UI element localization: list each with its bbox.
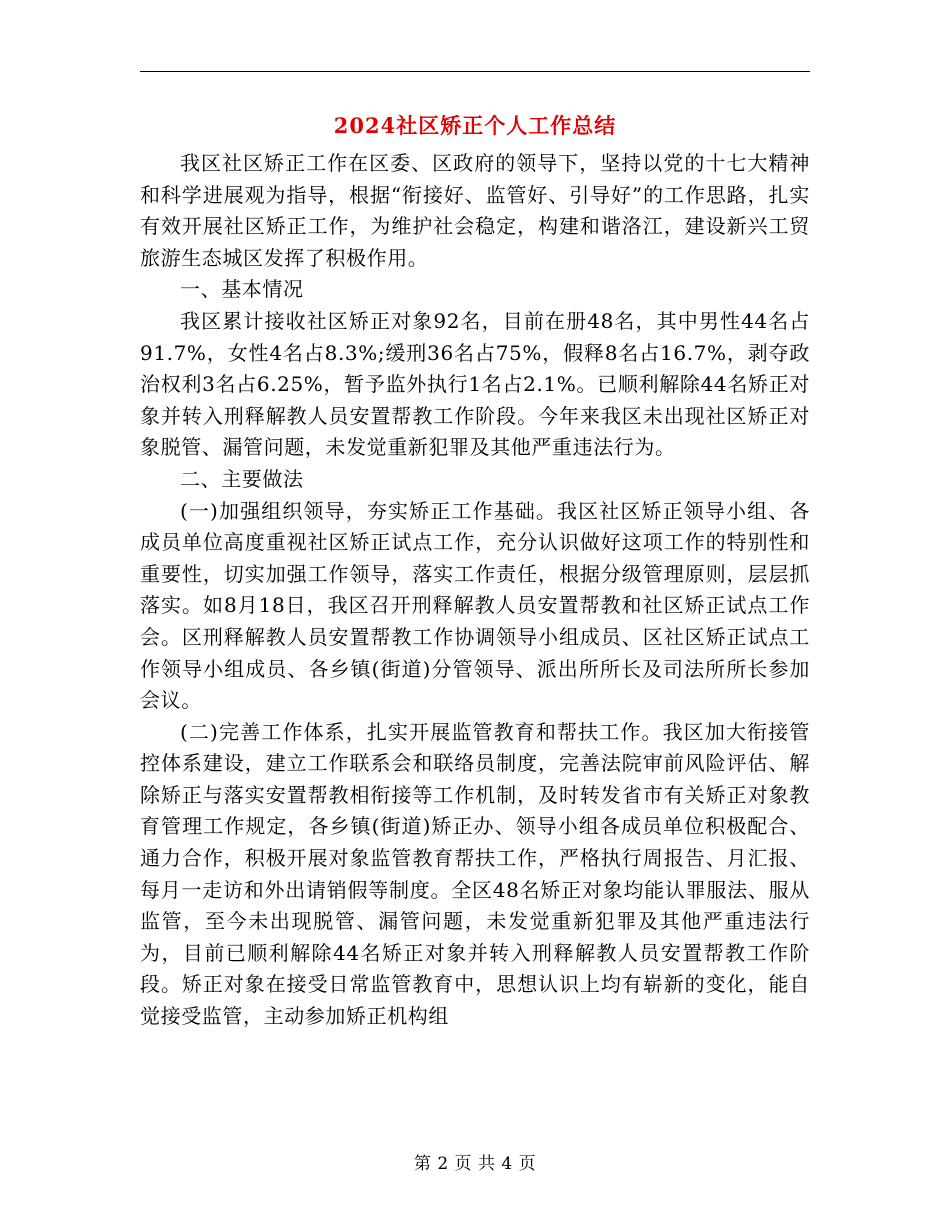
section-heading-main-practices: 二、主要做法 bbox=[180, 466, 304, 491]
practice-paragraph-2: (二)完善工作体系，扎实开展监管教育和帮扶工作。我区加大衔接管控体系建设，建立工作联系会和联络员制度，完善法院审前风险评估、解除矫正与落实安置帮教相衔接等工作机制，及时转发省市有关矫正对象教育管理工作规定，各乡镇(街道)矫正办、领导小组各成员单位积极配合、通力合作，积极开展对象监管教育帮扶工作，严格执行周报告、月汇报、每月一走访和外出请销假等制度。全区48名矫正对象均能认罪服法、服从监管，至今未出现脱管、漏管问题，未发觉重新犯罪及其他严重违法行为，目前已顺利解除44名矫正对象并转入刑释解教人员安置帮教工作阶段。矫正对象在接受日常监管教育中，思想认识上均有崭新的变化，能自觉接受监管，主动参加矫正机构组 bbox=[140, 719, 810, 1029]
document-title: 2024社区矫正个人工作总结 bbox=[333, 113, 617, 138]
section-heading-basic-situation: 一、基本情况 bbox=[180, 277, 304, 302]
page-number-footer: 第 2 页 共 4 页 bbox=[413, 1154, 537, 1174]
document-body bbox=[140, 148, 810, 1033]
intro-paragraph: 我区社区矫正工作在区委、区政府的领导下，坚持以党的十七大精神和科学进展观为指导，根据“衔接好、监管好、引导好”的工作思路，扎实有效开展社区矫正工作，为维护社会稳定，构建和谐洛江，建设新兴工贸旅游生态城区发挥了积极作用。 bbox=[140, 151, 810, 270]
basic-situation-paragraph: 我区累计接收社区矫正对象92名，目前在册48名，其中男性44名占91.7%，女性4名占8.3%;缓刑36名占75%，假释8名占16.7%，剥夺政治权利3名占6.25%，暂予监外执行1名占2.1%。已顺利解除44名矫正对象并转入刑释解教人员安置帮教工作阶段。今年来我区未出现社区矫正对象脱管、漏管问题，未发觉重新犯罪及其他严重违法行为。 bbox=[140, 308, 810, 460]
practice-paragraph-1: (一)加强组织领导，夯实矫正工作基础。我区社区矫正领导小组、各成员单位高度重视社区矫正试点工作，充分认识做好这项工作的特别性和重要性，切实加强工作领导，落实工作责任，根据分级管理原则，层层抓落实。如8月18日，我区召开刑释解教人员安置帮教和社区矫正试点工作会。区刑释解教人员安置帮教工作协调领导小组成员、区社区矫正试点工作领导小组成员、各乡镇(街道)分管领导、派出所所长及司法所所长参加会议。 bbox=[140, 498, 810, 713]
header-rule bbox=[140, 71, 810, 72]
